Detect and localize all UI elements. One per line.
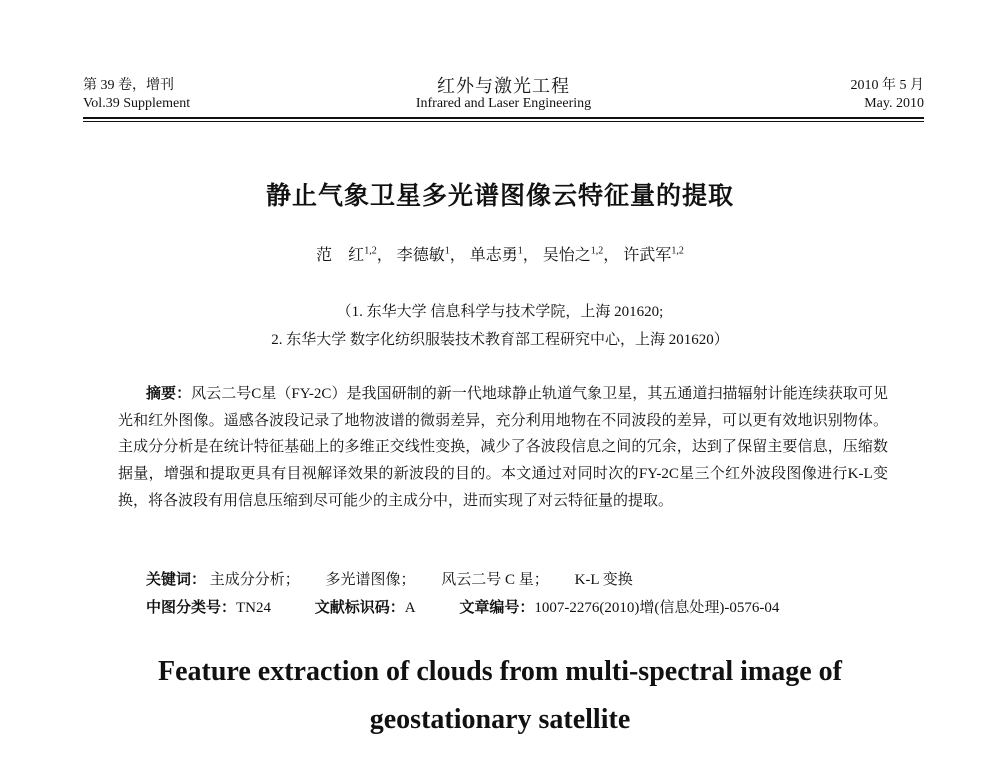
doc-code-value: A <box>404 600 416 616</box>
author: 吴怡之$^{1,2}$， <box>542 245 620 264</box>
classification-line <box>146 596 779 617</box>
article-no-value: 1007-2276(2010)增(信息处理)-0576-04 <box>534 600 780 616</box>
paper-title-cn: 静止气象卫星多光谱图像云特征量的提取 <box>265 181 734 210</box>
keyword: 主成分分析； <box>209 572 300 588</box>
volume-en: Vol.39 Supplement <box>83 96 191 111</box>
journal-name-cn: 红外与激光工程 <box>437 76 570 96</box>
keywords-label: 关键词： <box>146 570 207 588</box>
keyword: 多光谱图像； <box>325 572 416 588</box>
author: 李德敏$^1$， <box>396 245 466 264</box>
author: 许武军$^{1,2}$ <box>623 245 684 264</box>
paper-title-en-line2: geostationary satellite <box>369 704 631 735</box>
doc-code-label: 文献标识码： <box>314 598 405 616</box>
article-no-label: 文章编号： <box>459 598 535 616</box>
author-list <box>0 242 1000 265</box>
paper-title-en-line1: Feature extraction of clouds from multi-spectral image of <box>157 656 843 687</box>
keyword: K-L 变换 <box>574 572 633 588</box>
author: 范 红$^{1,2}$， <box>316 245 393 264</box>
volume-cn: 第 39 卷，增刊 <box>83 78 174 93</box>
date-en: May. 2010 <box>864 96 924 111</box>
author: 单志勇$^1$， <box>469 245 539 264</box>
clc-label: 中图分类号： <box>146 598 237 616</box>
keywords <box>146 568 655 589</box>
header-rule-thick <box>83 117 924 119</box>
abstract-label: 摘要： <box>146 384 192 402</box>
abstract-text: 风云二号C星（FY-2C）是我国研制的新一代地球静止轨道气象卫星，其五通道扫描辐射计能连续获取可见光和红外图像。遥感各波段记录了地物波谱的微弱差异，充分利用地物在不同波段的差异，可以更有效地识别物体。主成分分析是在统计特征基础上的多维正交线性变换，减少了各波段信息之间的冗余，达到了保留主要信息，压缩数据量，增强和提取更具有目视解译效果的新波段的目的。本文通过对同时次的FY-2C星三个红外波段图像进行K-L变换，将各波段有用信息压缩到尽可能少的主成分中，进而实现了对云特征量的提取。 <box>118 386 888 509</box>
affiliation-2: 2. 东华大学 数字化纺织服装技术教育部工程研究中心，上海 201620） <box>271 332 729 348</box>
header-rule-thin <box>83 121 924 122</box>
affiliation-1: （1. 东华大学 信息科学与技术学院，上海 201620; <box>336 304 664 320</box>
date-cn: 2010 年 5 月 <box>850 78 924 93</box>
running-header <box>83 74 924 126</box>
keyword: 风云二号 C 星； <box>441 572 549 588</box>
abstract <box>118 380 888 515</box>
clc-value: TN24 <box>236 600 272 616</box>
journal-name-en: Infrared and Laser Engineering <box>415 96 592 111</box>
